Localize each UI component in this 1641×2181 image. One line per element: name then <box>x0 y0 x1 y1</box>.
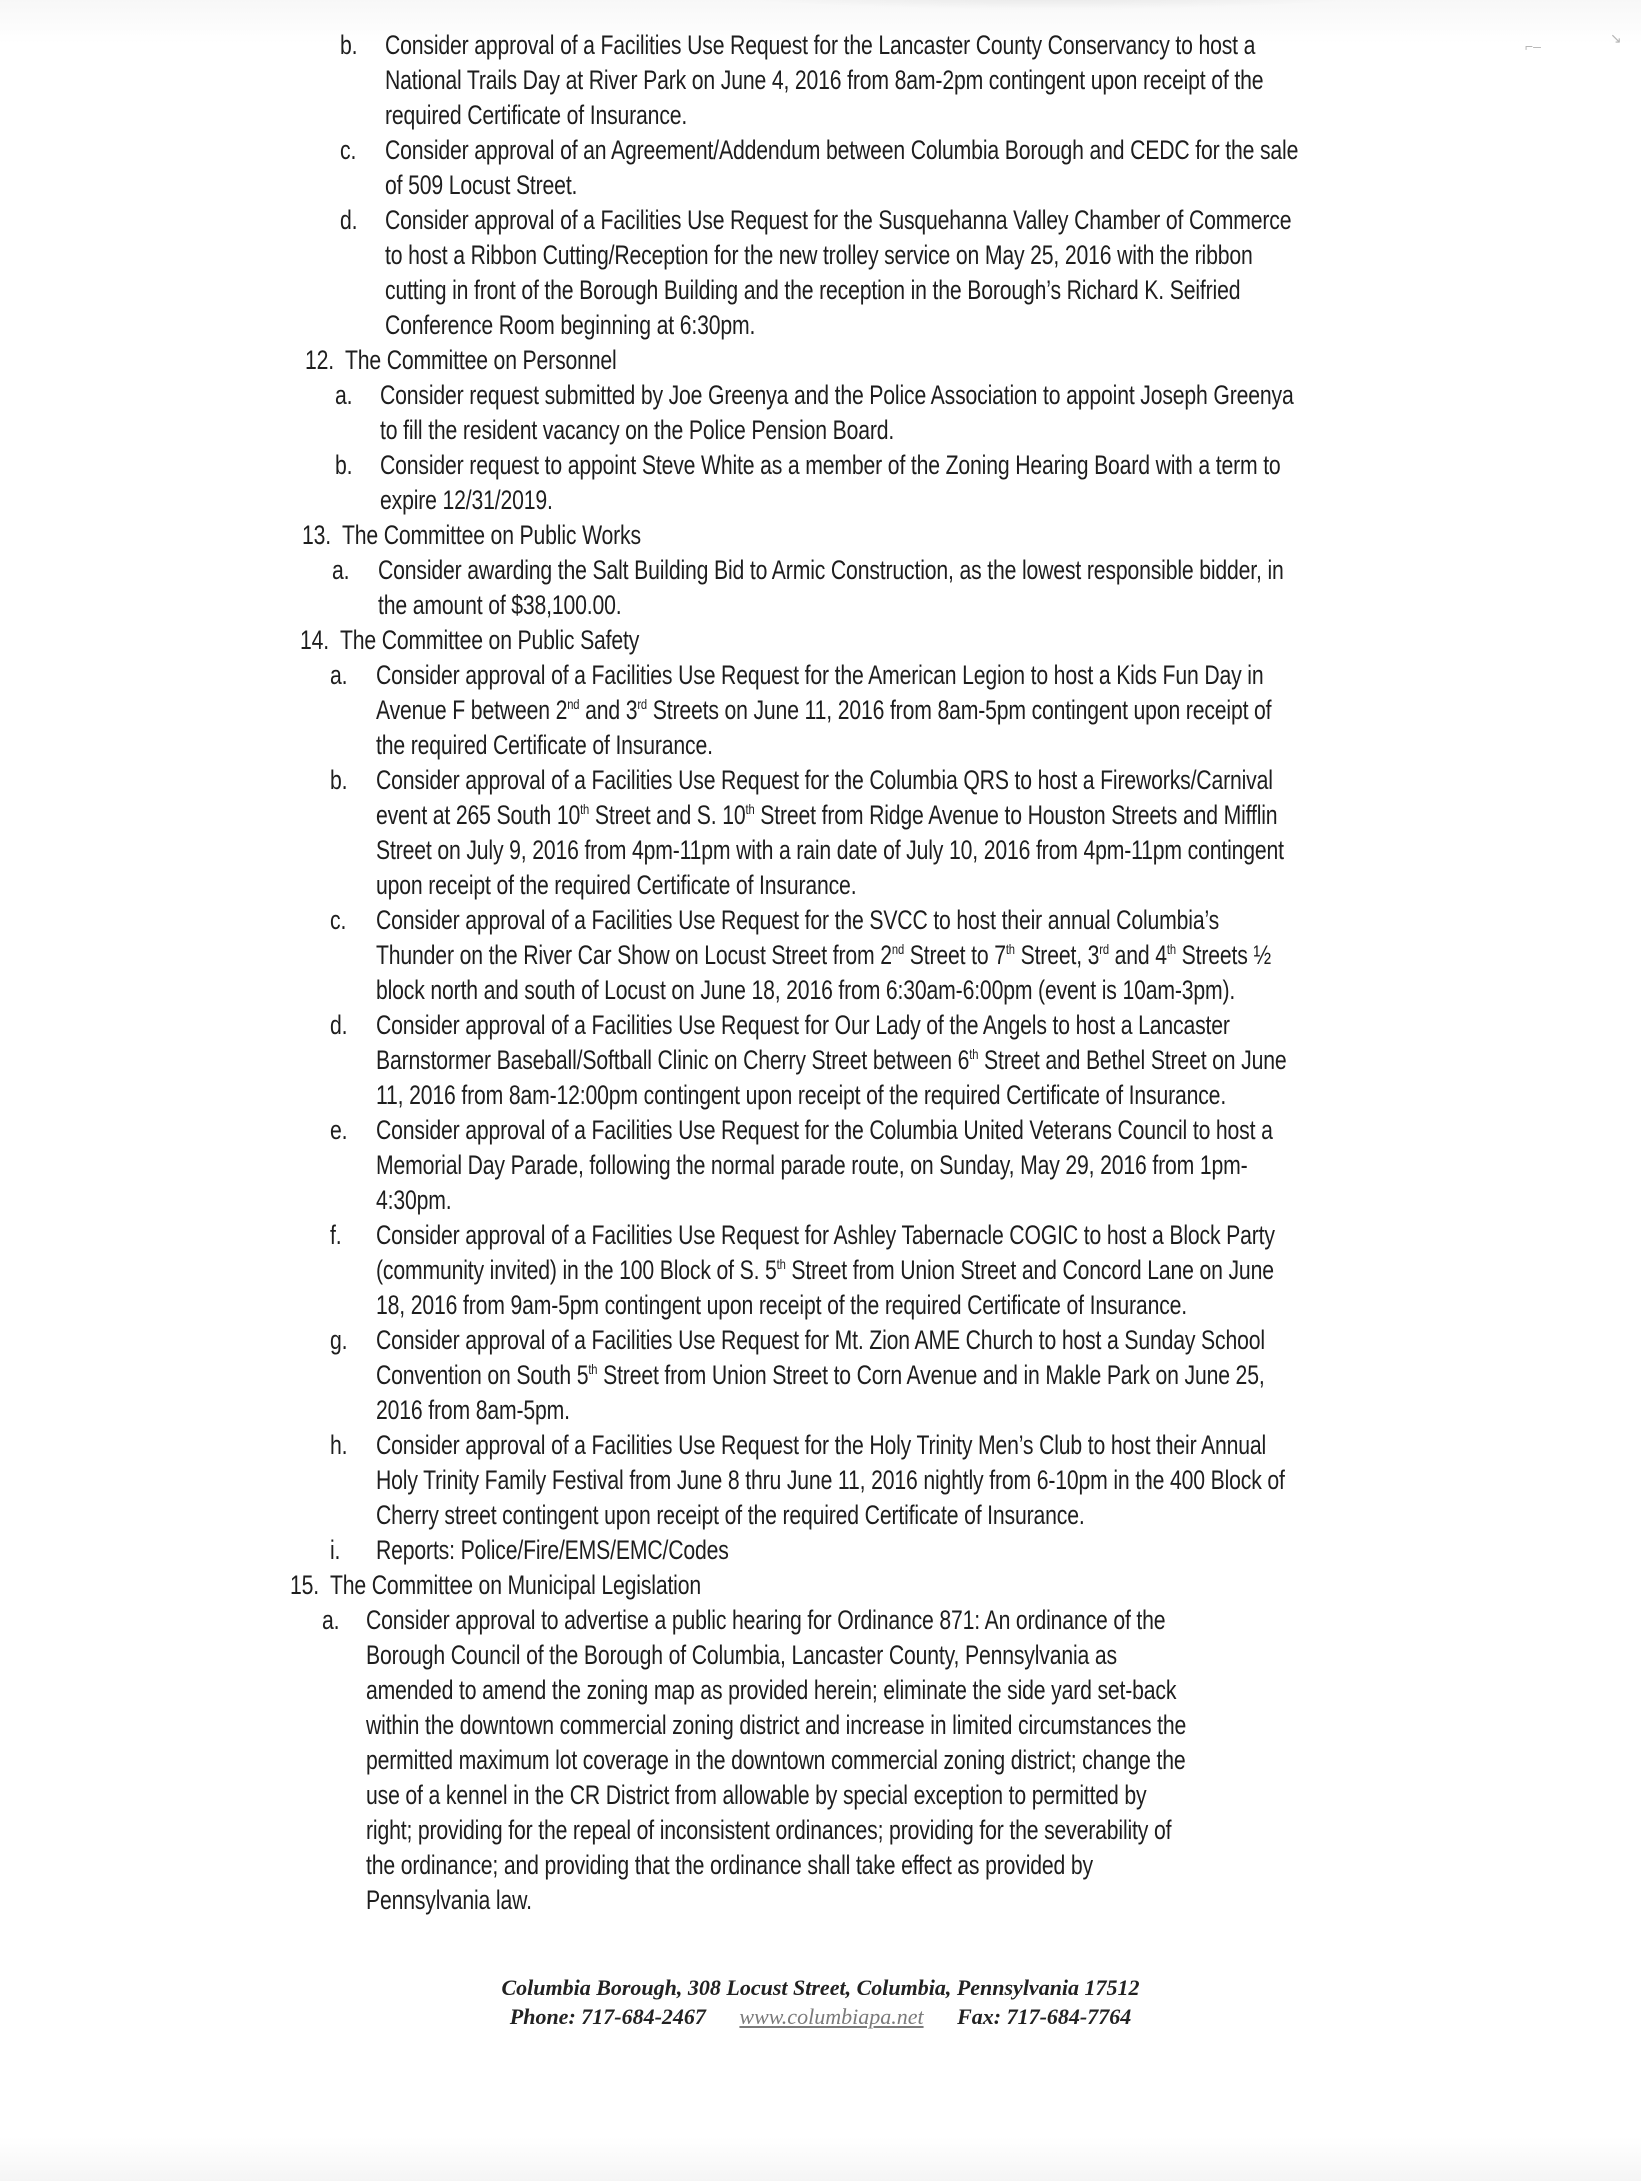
item-line: required Certificate of Insurance. <box>385 100 688 130</box>
agenda-item <box>330 1533 729 1568</box>
item-text <box>376 1428 1285 1533</box>
item-line: 18, 2016 from 9am-5pm contingent upon receipt of the required Certificate of Insurance. <box>376 1290 1187 1320</box>
scan-artifact: ⌐– <box>1525 38 1541 54</box>
item-letter: h. <box>330 1430 348 1460</box>
item-line: Consider approval of an Agreement/Addendum between Columbia Borough and CEDC for the sale <box>385 135 1299 165</box>
item-letter: b. <box>330 765 348 795</box>
agenda-item <box>330 1218 1275 1323</box>
item-line: Consider request to appoint Steve White as a member of the Zoning Hearing Board with a term to <box>380 450 1281 480</box>
item-line: upon receipt of the required Certificate of Insurance. <box>376 870 857 900</box>
item-line: Consider request submitted by Joe Greenya and the Police Association to appoint Joseph Greenya <box>380 380 1294 410</box>
item-line: of 509 Locust Street. <box>385 170 578 200</box>
item-line: Memorial Day Parade, following the normal parade route, on Sunday, May 29, 2016 from 1pm- <box>376 1150 1248 1180</box>
section-title: The Committee on Public Works <box>342 520 641 550</box>
item-line: Reports: Police/Fire/EMS/EMC/Codes <box>376 1535 729 1565</box>
item-text <box>366 1603 1186 1918</box>
item-line: Consider approval of a Facilities Use Request for Mt. Zion AME Church to host a Sunday School <box>376 1325 1265 1355</box>
item-line: Conference Room beginning at 6:30pm. <box>385 310 756 340</box>
section-number: 15. <box>290 1570 319 1600</box>
section-number: 12. <box>305 345 334 375</box>
item-line: Consider awarding the Salt Building Bid to Armic Construction, as the lowest responsible bidder, in <box>378 555 1284 585</box>
item-line: the required Certificate of Insurance. <box>376 730 713 760</box>
item-text <box>376 1218 1275 1323</box>
item-line: block north and south of Locust on June 18, 2016 from 6:30am-6:00pm (event is 10am-3pm). <box>376 975 1236 1005</box>
item-text <box>376 658 1271 763</box>
agenda-item <box>330 1113 1273 1218</box>
item-letter: c. <box>330 905 347 935</box>
agenda-item <box>332 553 1284 623</box>
item-line: cutting in front of the Borough Building and the reception in the Borough’s Richard K. Seifried <box>385 275 1241 305</box>
agenda-item <box>340 28 1263 133</box>
item-letter: b. <box>335 450 353 480</box>
item-letter: a. <box>322 1605 340 1635</box>
item-line: permitted maximum lot coverage in the downtown commercial zoning district; change the <box>366 1745 1186 1775</box>
agenda-item <box>335 448 1281 518</box>
item-line: Consider approval of a Facilities Use Request for the Susquehanna Valley Chamber of Commerce <box>385 205 1292 235</box>
item-line: Consider approval of a Facilities Use Request for the Columbia QRS to host a Fireworks/Carnival <box>376 765 1273 795</box>
item-line: Consider approval of a Facilities Use Request for the SVCC to host their annual Columbia’s <box>376 905 1220 935</box>
item-line: to fill the resident vacancy on the Police Pension Board. <box>380 415 895 445</box>
agenda-item <box>330 658 1271 763</box>
scan-shadow <box>700 0 1400 10</box>
item-text <box>376 903 1271 1008</box>
section-heading <box>300 623 639 658</box>
item-text <box>376 1008 1286 1113</box>
item-line: Borough Council of the Borough of Columbia, Lancaster County, Pennsylvania as <box>366 1640 1117 1670</box>
section-title: The Committee on Municipal Legislation <box>330 1570 701 1600</box>
item-letter: i. <box>330 1535 341 1565</box>
item-line: Consider approval of a Facilities Use Request for the Lancaster County Conservancy to host a <box>385 30 1256 60</box>
item-line: right; providing for the repeal of inconsistent ordinances; providing for the severability of <box>366 1815 1172 1845</box>
item-line: Consider approval of a Facilities Use Request for the Columbia United Veterans Council to host a <box>376 1115 1273 1145</box>
scan-artifact: ↘ <box>1610 30 1622 46</box>
item-line: amended to amend the zoning map as provided herein; eliminate the side yard set-back <box>366 1675 1177 1705</box>
footer-contact <box>0 2004 1641 2030</box>
footer-address: Columbia Borough, 308 Locust Street, Columbia, Pennsylvania 17512 <box>501 1975 1140 2000</box>
item-letter: b. <box>340 30 358 60</box>
item-letter: a. <box>335 380 353 410</box>
section-title: The Committee on Public Safety <box>340 625 640 655</box>
item-text <box>385 203 1291 343</box>
item-text <box>376 1323 1265 1428</box>
footer-fax: Fax: 717-684-7764 <box>957 2004 1132 2029</box>
agenda-item <box>330 903 1271 1008</box>
item-text <box>380 448 1281 518</box>
agenda-item <box>340 133 1298 203</box>
item-line: Consider approval of a Facilities Use Request for Our Lady of the Angels to host a Lancaster <box>376 1010 1230 1040</box>
section-title: The Committee on Personnel <box>345 345 617 375</box>
footer-website-link[interactable]: www.columbiapa.net <box>739 2004 924 2029</box>
item-letter: f. <box>330 1220 342 1250</box>
item-line: to host a Ribbon Cutting/Reception for the new trolley service on May 25, 2016 with the ribbon <box>385 240 1253 270</box>
item-letter: g. <box>330 1325 348 1355</box>
item-line: the ordinance; and providing that the ordinance shall take effect as provided by <box>366 1850 1093 1880</box>
agenda-item <box>330 1428 1285 1533</box>
item-text <box>385 133 1298 203</box>
item-line: 11, 2016 from 8am-12:00pm contingent upon receipt of the required Certificate of Insurance. <box>376 1080 1227 1110</box>
item-line: Consider approval of a Facilities Use Request for the Holy Trinity Men’s Club to host their Annual <box>376 1430 1267 1460</box>
item-line: Street on July 9, 2016 from 4pm-11pm with a rain date of July 10, 2016 from 4pm-11pm contingent <box>376 835 1284 865</box>
item-line: Holy Trinity Family Festival from June 8 thru June 11, 2016 nightly from 6-10pm in the 400 Block of <box>376 1465 1285 1495</box>
item-line: the amount of $38,100.00. <box>378 590 622 620</box>
item-letter: e. <box>330 1115 348 1145</box>
item-line: Cherry street contingent upon receipt of the required Certificate of Insurance. <box>376 1500 1085 1530</box>
item-text <box>380 378 1294 448</box>
item-line: Consider approval of a Facilities Use Request for the American Legion to host a Kids Fun Day in <box>376 660 1264 690</box>
item-text <box>385 28 1263 133</box>
agenda-item <box>340 203 1291 343</box>
item-line: expire 12/31/2019. <box>380 485 553 515</box>
item-line: Consider approval to advertise a public hearing for Ordinance 871: An ordinance of the <box>366 1605 1166 1635</box>
item-text <box>376 763 1284 903</box>
item-text <box>378 553 1284 623</box>
item-line: 4:30pm. <box>376 1185 452 1215</box>
item-letter: d. <box>340 205 358 235</box>
agenda-item <box>330 763 1284 903</box>
item-line: event at 265 South 10th Street and S. 10th Street from Ridge Avenue to Houston Streets and Mifflin <box>376 800 1278 830</box>
section-heading <box>305 343 617 378</box>
item-line: Thunder on the River Car Show on Locust Street from 2nd Street to 7th Street, 3rd and 4th Streets ½ <box>376 940 1271 970</box>
section-number: 13. <box>302 520 331 550</box>
section-heading <box>302 518 641 553</box>
item-line: 2016 from 8am-5pm. <box>376 1395 570 1425</box>
agenda-item <box>335 378 1294 448</box>
item-line: (community invited) in the 100 Block of S. 5th Street from Union Street and Concord Lane on June <box>376 1255 1274 1285</box>
item-letter: d. <box>330 1010 348 1040</box>
item-line: National Trails Day at River Park on June 4, 2016 from 8am-2pm contingent upon receipt of the <box>385 65 1264 95</box>
item-text <box>376 1533 729 1568</box>
item-line: Consider approval of a Facilities Use Request for Ashley Tabernacle COGIC to host a Block Party <box>376 1220 1275 1250</box>
agenda-item <box>330 1008 1286 1113</box>
item-line: Pennsylvania law. <box>366 1885 532 1915</box>
item-text <box>376 1113 1273 1218</box>
item-line: Barnstormer Baseball/Softball Clinic on Cherry Street between 6th Street and Bethel Street on June <box>376 1045 1287 1075</box>
section-number: 14. <box>300 625 329 655</box>
item-line: Convention on South 5th Street from Union Street to Corn Avenue and in Makle Park on June 25, <box>376 1360 1265 1390</box>
agenda-item <box>322 1603 1186 1918</box>
item-letter: a. <box>332 555 350 585</box>
section-heading <box>290 1568 701 1603</box>
item-line: within the downtown commercial zoning district and increase in limited circumstances the <box>366 1710 1187 1740</box>
item-letter: a. <box>330 660 348 690</box>
item-letter: c. <box>340 135 357 165</box>
agenda-item <box>330 1323 1265 1428</box>
item-line: Avenue F between 2nd and 3rd Streets on June 11, 2016 from 8am-5pm contingent upon receipt of <box>376 695 1272 725</box>
item-line: use of a kennel in the CR District from allowable by special exception to permitted by <box>366 1780 1147 1810</box>
footer-phone: Phone: 717-684-2467 <box>509 2004 706 2029</box>
